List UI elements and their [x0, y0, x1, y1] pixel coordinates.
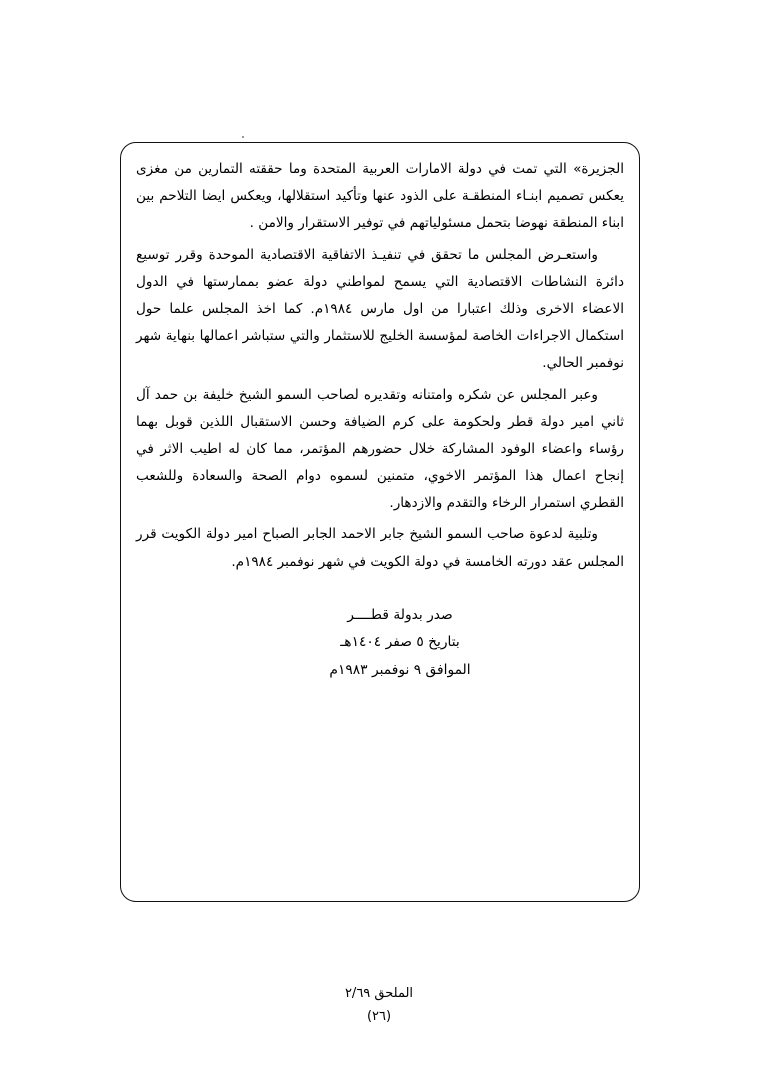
signature-hijri-date: بتاريخ ٥ صفر ١٤٠٤هـ	[340, 634, 460, 651]
footer-page-number: (٢٦)	[366, 1009, 392, 1024]
signature-block	[136, 602, 624, 685]
paragraph-2: واستعـرض المجلس ما تحقق في تنفيـذ الاتفاقية الاقتصادية الموحدة وقرر توسيع دائرة النشاطات الاقتصادية التي يسمح لمواطني دولة عضو بممارستها في الدول الاعضاء الاخرى وذلك اعتبارا من اول مارس ١٩٨٤م. كما اخذ المجلس علما حول استكمال الاجراءات الخاصة لمؤسسة الخليج للاستثمار والتي ستباشر اعمالها بنهاية شهر نوفمبر الحالي.	[136, 246, 624, 372]
paragraph-1: الجزيرة» التي تمت في دولة الامارات العربية المتحدة وما حققته التمارين من مغزى يعكس تصميم ابنـاء المنطقـة على الذود عنها وتأكيد استقلالها، ويعكس ايضا التلاحم بين ابناء المنطقة نهوضا بتحمل مسئولياتهم في توفير الاستقرار والامن .	[136, 161, 624, 232]
signature-gregorian-date: الموافق ٩ نوفمبر ١٩٨٣م	[329, 662, 471, 678]
signature-place: صدر بدولة قطــــر	[347, 606, 453, 623]
footer-annex-label: الملحق ٢/٦٩	[344, 986, 414, 1001]
paragraph-4: وتلبية لدعوة صاحب السمو الشيخ جابر الاحمد الجابر الصباح امير دولة الكويت قرر المجلس عقد دورته الخامسة في دولة الكويت في شهر نوفمبر ١٩٨٤م.	[136, 526, 624, 570]
paragraph-3: وعبر المجلس عن شكره وامتنانه وتقديره لصاحب السمو الشيخ خليفة بن حمد آل ثاني امير دولة قطر ولحكومة على كرم الضيافة وحسن الاستقبال اللذين قوبل بهما رؤساء واعضاء الوفود المشاركة خلال حضورهم المؤتمر، مما كان له اطيب الاثر في إنجاح اعمال هذا المؤتمر الاخوي، متمنين لسموه دوام الصحة والسعادة وللشعب القطري استمرار الرخاء والتقدم والازدهار.	[136, 386, 624, 512]
scan-speck	[242, 136, 244, 138]
document-body	[136, 156, 624, 685]
